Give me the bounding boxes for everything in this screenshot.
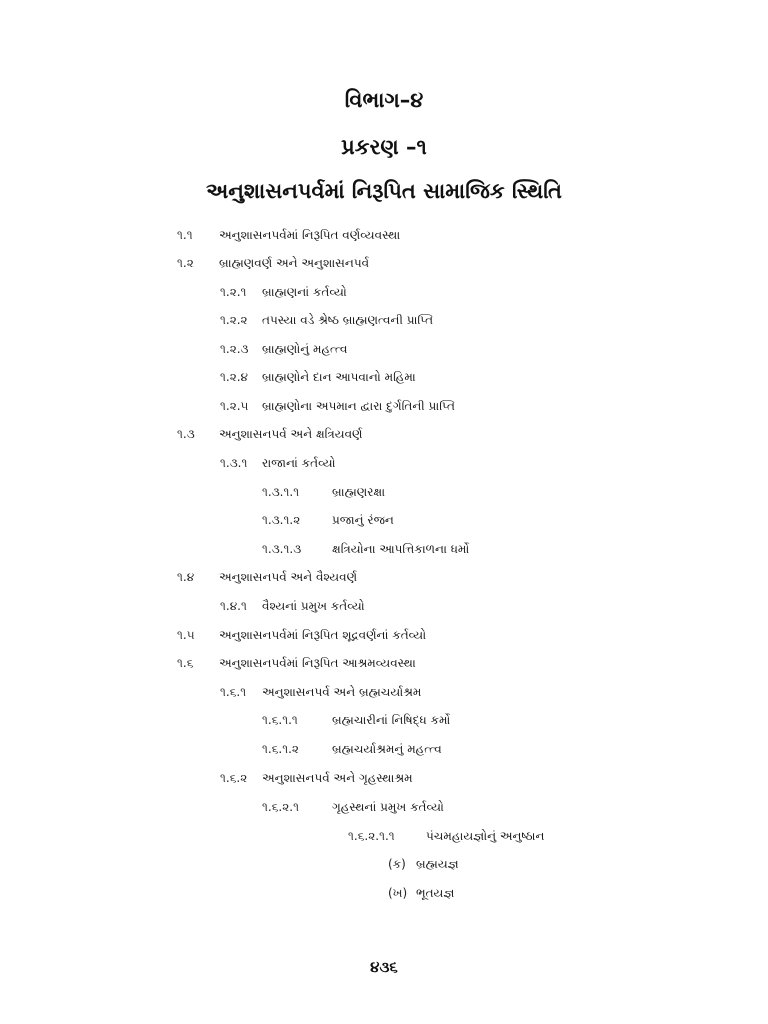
- toc-text: તપસ્યા વડે શ્રેષ્ઠ બ્રાહ્મણત્વની પ્રાપ્તિ: [262, 313, 434, 327]
- toc-item: [220, 280, 347, 304]
- toc-number: ૧.૬.૧.૧: [262, 713, 298, 727]
- toc-number: ૧.૩.૧.૧: [262, 485, 300, 499]
- toc-text: અનુશાસનપર્વમાં નિરૂપિત આશ્રમવ્યવસ્થા: [219, 656, 416, 670]
- toc-item: [177, 223, 400, 247]
- toc-text: બ્રહ્મયજ્ઞ: [416, 857, 459, 871]
- toc-item: [220, 394, 455, 418]
- toc-item: [220, 680, 421, 704]
- toc-text: અનુશાસનપર્વમાં નિરૂપિત વર્ણવ્યવસ્થા: [219, 228, 401, 242]
- toc-item: [177, 623, 426, 647]
- toc-item: [177, 251, 369, 275]
- toc-text: અનુશાસનપર્વ અને ક્ષત્રિયવર્ણ: [219, 427, 363, 441]
- toc-text: અનુશાસનપર્વ અને બ્રહ્મચર્યાશ્રમ: [262, 685, 422, 699]
- toc-item: [220, 594, 365, 618]
- toc-text: ગૃહસ્થનાં પ્રમુખ કર્તવ્યો: [332, 800, 444, 814]
- toc-text: ક્ષત્રિયોના આપત્તિકાળના ધર્મો: [332, 542, 470, 556]
- toc-number: ૧.૬.૨.૧.૧: [348, 829, 395, 843]
- toc-number: ૧.૪: [177, 570, 195, 584]
- toc-number: ૧.૨.૨: [220, 313, 248, 327]
- toc-number: ૧.૩.૧.૨: [262, 513, 301, 527]
- toc-number: ૧.૩.૧: [220, 456, 248, 470]
- toc-number: ૧.૨.૫: [220, 399, 249, 413]
- toc-number: ૧.૩: [177, 427, 195, 441]
- toc-item: [220, 766, 413, 790]
- toc-number: ૧.૨.૪: [220, 370, 248, 384]
- chapter-heading: પ્રકરણ –૧: [341, 135, 427, 159]
- toc-text: બ્રહ્મચર્યાશ્રમનું મહત્ત્વ: [332, 742, 442, 756]
- toc-number: ૧.૬.૨.૧: [262, 800, 299, 814]
- section-heading: વિભાગ–૪: [344, 88, 424, 112]
- toc-item: [262, 508, 394, 532]
- toc-text: બ્રાહ્મણનાં કર્તવ્યો: [262, 285, 347, 299]
- toc-number: ૧.૨.૩: [220, 342, 249, 356]
- toc-text: અનુશાસનપર્વમાં નિરૂપિત શૂદ્રવર્ણનાં કર્તવ્યો: [219, 628, 427, 642]
- toc-number: ૧.૫: [177, 628, 195, 642]
- toc-item: [262, 537, 469, 561]
- toc-text: અનુશાસનપર્વ અને વૈશ્યવર્ણ: [219, 570, 358, 584]
- toc-item: [262, 737, 442, 761]
- toc-number: ૧.૬.૧.૨: [262, 742, 299, 756]
- toc-text: અનુશાસનપર્વ અને ગૃહસ્થાશ્રમ: [262, 771, 413, 785]
- toc-item: [220, 451, 336, 475]
- toc-number: (ક): [388, 857, 406, 871]
- toc-text: પ્રજાનું રંજન: [332, 513, 394, 527]
- toc-text: બ્રહ્મચારીનાં નિષિદ્ધ કર્મો: [332, 713, 451, 727]
- toc-text: બ્રાહ્મણવર્ણ અને અનુશાસનપર્વ: [219, 256, 370, 270]
- toc-item: [177, 651, 416, 675]
- toc-item: [220, 365, 416, 389]
- toc-item: [220, 308, 433, 332]
- toc-number: ૧.૩.૧.૩: [262, 542, 302, 556]
- page-number: ૪૩૬: [370, 958, 398, 976]
- toc-number: ૧.૨.૧: [220, 285, 247, 299]
- toc-number: ૧.૪.૧: [220, 599, 247, 613]
- toc-number: ૧.૬.૧: [220, 685, 247, 699]
- toc-text: વૈશ્યનાં પ્રમુખ કર્તવ્યો: [262, 599, 365, 613]
- toc-text: પંચમહાયજ્ઞોનું અનુષ્ઠાન: [426, 829, 545, 843]
- toc-text: ભૂતયજ્ઞ: [416, 886, 455, 900]
- toc-number: ૧.૬.૨: [220, 771, 248, 785]
- toc-text: બ્રાહ્મણોને દાન આપવાનો મહિમા: [262, 370, 416, 384]
- toc-number: (ખ): [388, 886, 408, 900]
- toc-item: [388, 852, 459, 876]
- chapter-title: અનુશાસનપર્વમાં નિરૂપિત સામાજિક સ્થિતિ: [206, 179, 562, 203]
- toc-number: ૧.૬: [177, 656, 194, 670]
- toc-text: રાજાનાં કર્તવ્યો: [262, 456, 336, 470]
- toc-number: ૧.૧: [177, 228, 193, 242]
- toc-item: [262, 708, 450, 732]
- toc-text: બ્રાહ્મણોનું મહત્ત્વ: [262, 342, 348, 356]
- toc-text: બ્રાહ્મણરક્ષા: [332, 485, 386, 499]
- toc-item: [220, 337, 348, 361]
- toc-item: [388, 881, 454, 905]
- toc-number: ૧.૨: [177, 256, 194, 270]
- toc-item: [177, 422, 363, 446]
- toc-item: [348, 824, 544, 848]
- toc-item: [262, 795, 444, 819]
- toc-item: [177, 565, 357, 589]
- toc-text: બ્રાહ્મણોના અપમાન દ્વારા દુર્ગતિની પ્રાપ્તિ: [262, 399, 455, 413]
- toc-item: [262, 480, 385, 504]
